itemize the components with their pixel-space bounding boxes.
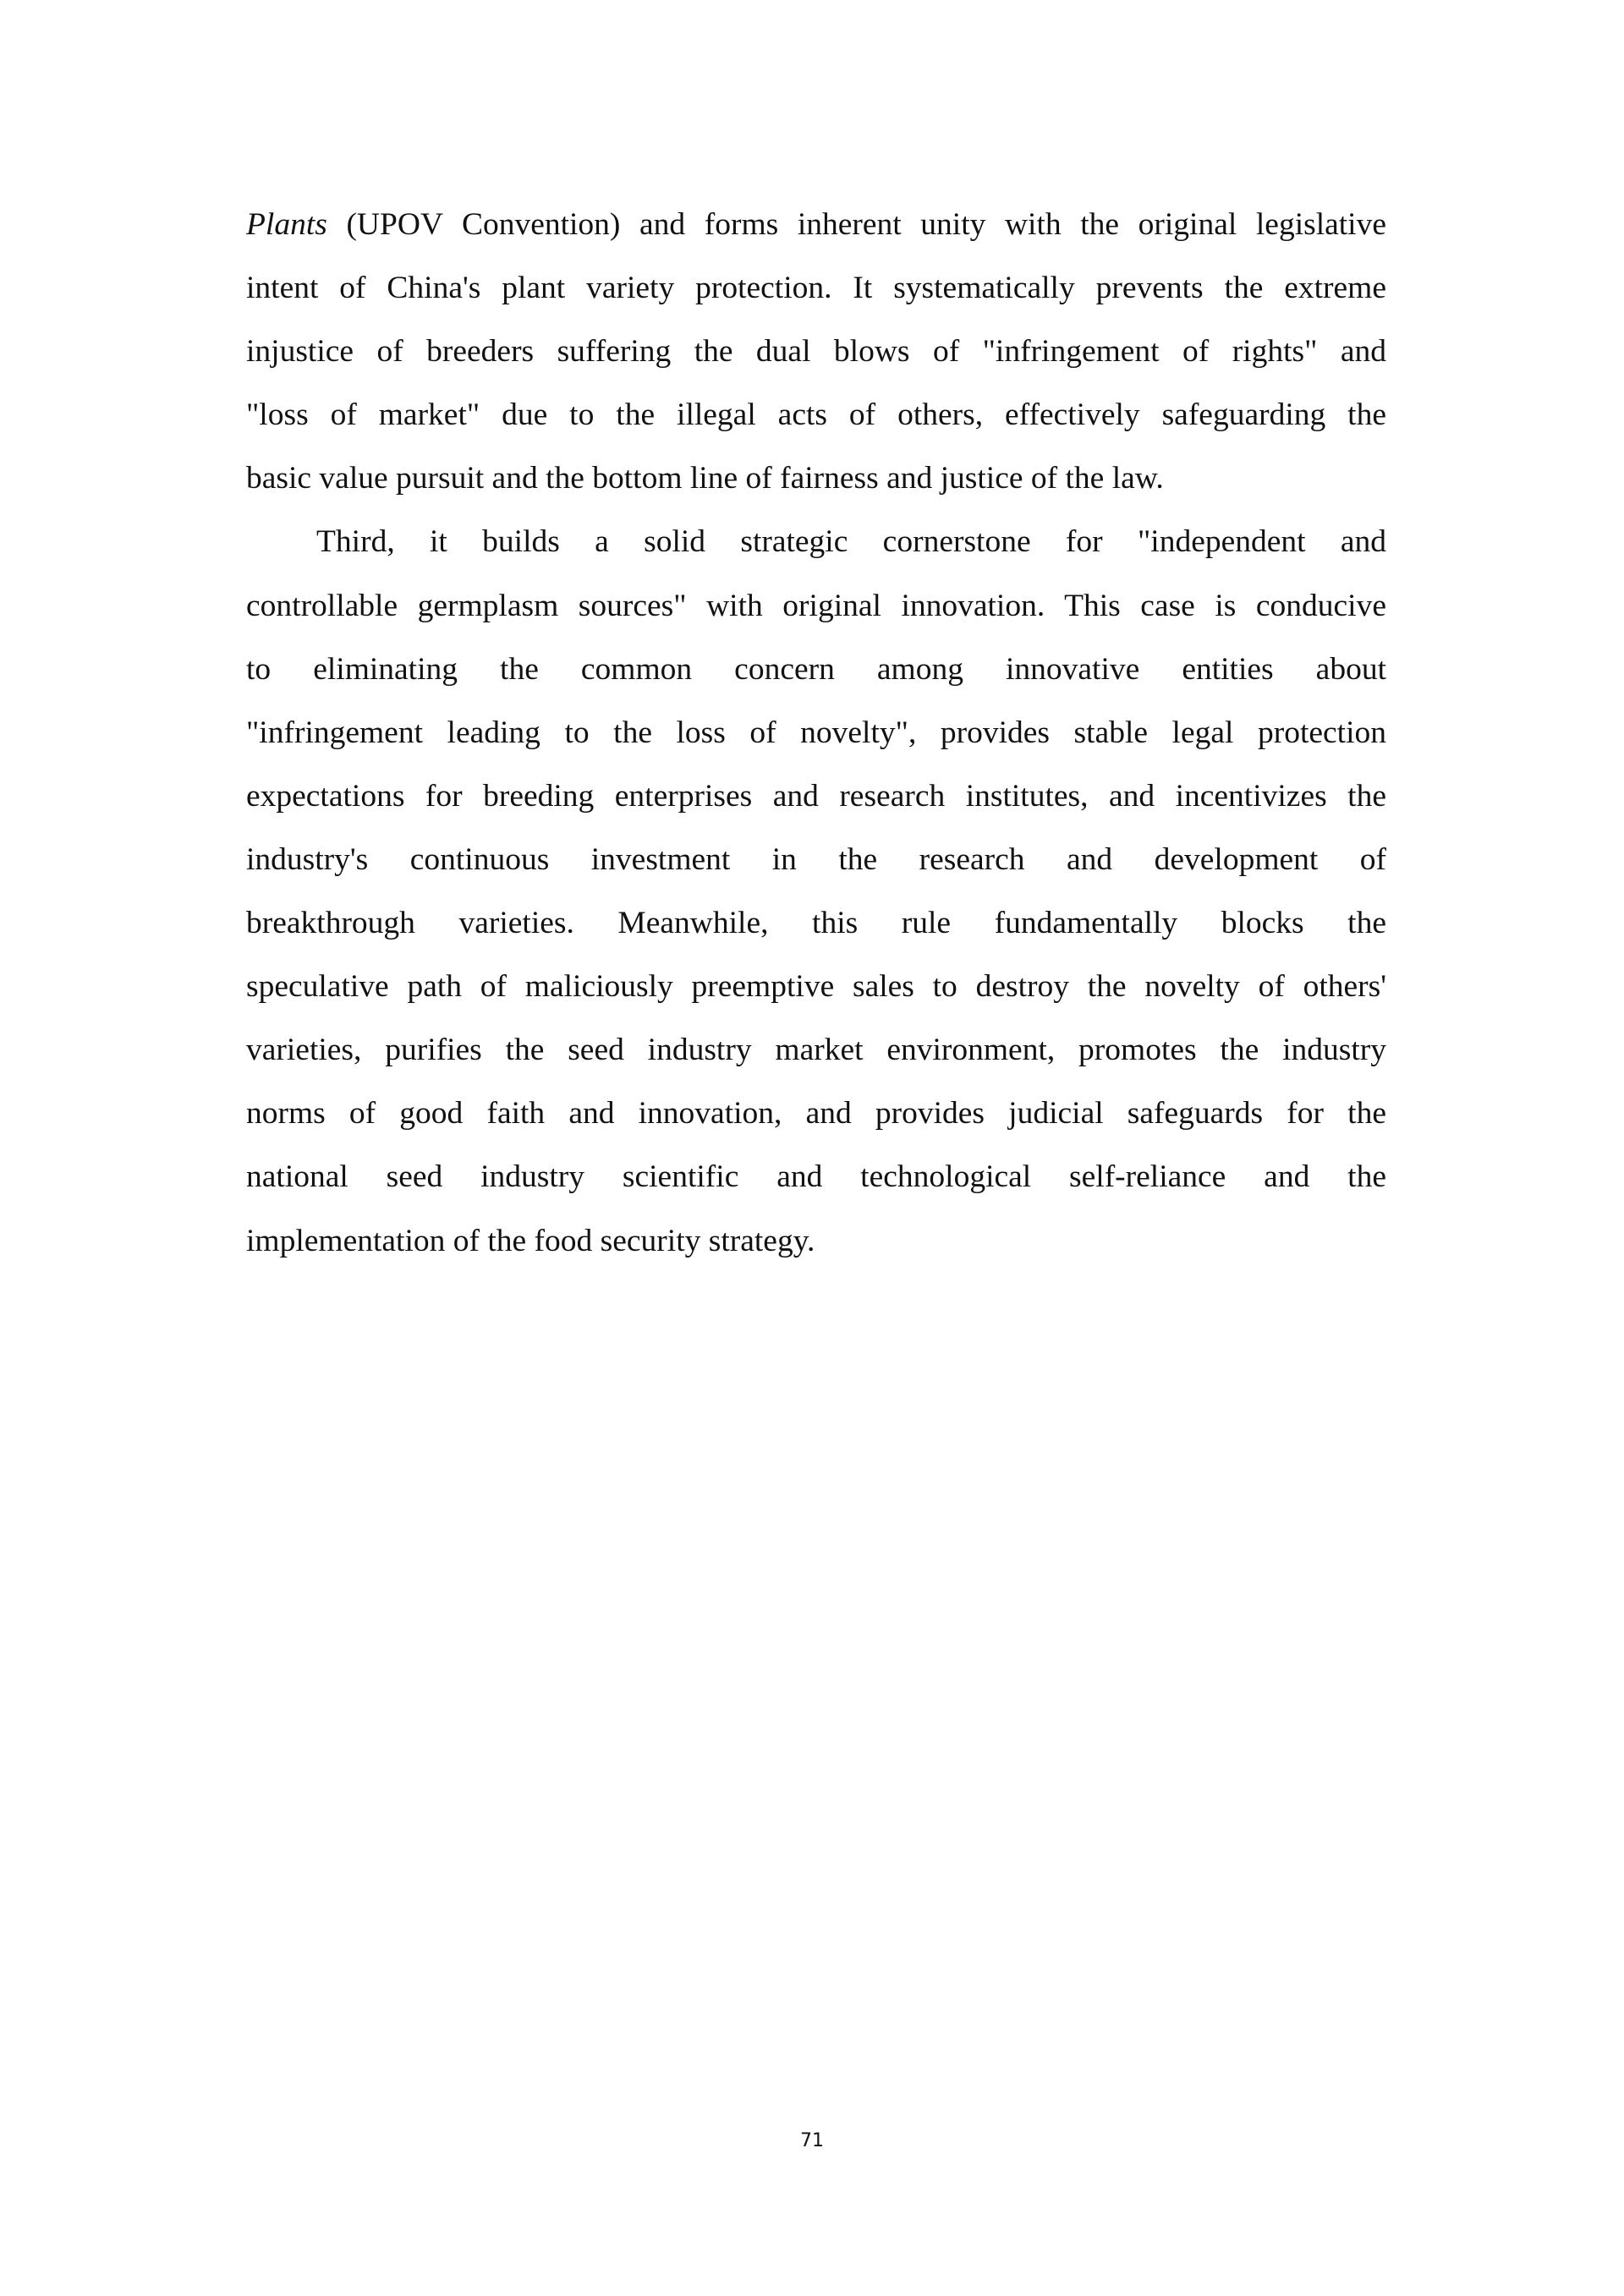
line-text: (UPOV Convention) and forms inherent unity with the original legislative (326, 207, 1386, 242)
text-line: "loss of market" due to the illegal acts of others, effectively safeguarding the (246, 397, 1386, 433)
text-line: national seed industry scientific and technological self-reliance and the (246, 1159, 1386, 1195)
text-line: industry's continuous investment in the research and development of (246, 841, 1386, 877)
text-line: breakthrough varieties. Meanwhile, this rule fundamentally blocks the (246, 906, 1386, 941)
text-line: implementation of the food security strategy. (246, 1223, 815, 1258)
text-line: varieties, purifies the seed industry market environment, promotes the industry (246, 1033, 1386, 1068)
italic-title: Plants (246, 207, 327, 242)
text-line (246, 193, 1386, 256)
text-line: to eliminating the common concern among innovative entities about (246, 651, 1386, 687)
text-line: expectations for breeding enterprises and research institutes, and incentivizes the (246, 778, 1386, 814)
body-text (246, 193, 1386, 1273)
text-line: basic value pursuit and the bottom line of fairness and justice of the law. (246, 461, 1164, 496)
text-line: injustice of breeders suffering the dual blows of "infringement of rights" and (246, 334, 1386, 370)
paragraph-1 (246, 193, 1386, 510)
text-line: intent of China's plant variety protection. It systematically prevents the extreme (246, 271, 1386, 306)
text-line: Third, it builds a solid strategic cornerstone for "independent and (316, 524, 1386, 560)
text-line: norms of good faith and innovation, and provides judicial safeguards for the (246, 1096, 1386, 1132)
text-line: controllable germplasm sources" with original innovation. This case is conducive (246, 588, 1386, 623)
text-line: speculative path of maliciously preemptive sales to destroy the novelty of others' (246, 969, 1386, 1005)
paragraph-2 (246, 510, 1386, 1272)
page-number: 71 (800, 2130, 824, 2151)
text-line: "infringement leading to the loss of novelty", provides stable legal protection (246, 715, 1386, 750)
